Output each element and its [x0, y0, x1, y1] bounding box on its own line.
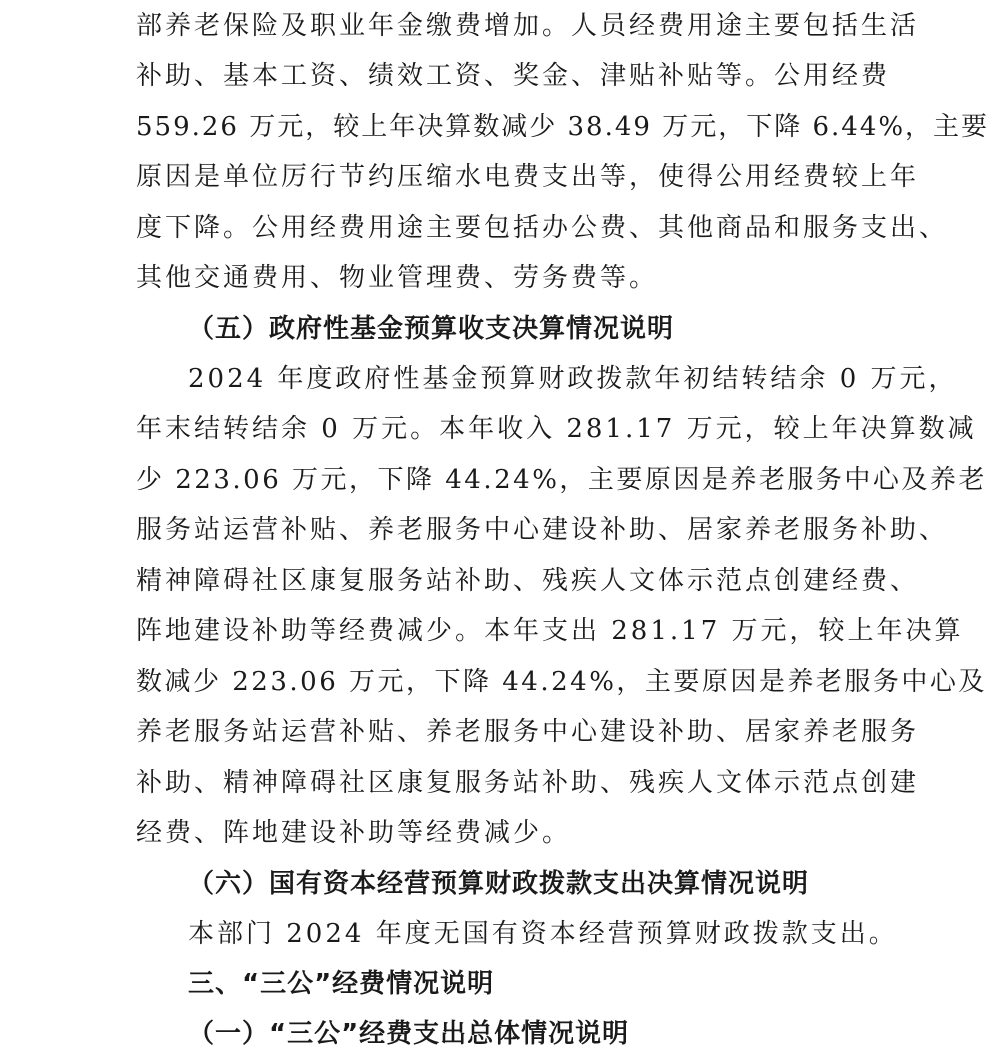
section-heading-6: （六）国有资本经营预算财政拨款支出决算情况说明 [188, 869, 810, 899]
paragraph-line: 其他交通费用、物业管理费、劳务费等。 [136, 263, 659, 293]
paragraph-line: 部养老保险及职业年金缴费增加。人员经费用途主要包括生活 [136, 11, 920, 41]
paragraph-line: 少 223.06 万元，下降 44.24%，主要原因是养老服务中心及养老 [136, 465, 987, 495]
paragraph-line: 本部门 2024 年度无国有资本经营预算财政拨款支出。 [188, 919, 898, 949]
paragraph-line: 服务站运营补贴、养老服务中心建设补助、居家养老服务补助、 [136, 515, 949, 545]
paragraph-line: 年末结转结余 0 万元。本年收入 281.17 万元，较上年决算数减 [136, 414, 977, 444]
paragraph-line: 2024 年度政府性基金预算财政拨款年初结转结余 0 万元， [188, 364, 958, 394]
paragraph-line: 原因是单位厉行节约压缩水电费支出等，使得公用经费较上年 [136, 162, 920, 192]
paragraph-line: 数减少 223.06 万元，下降 44.24%，主要原因是养老服务中心及 [136, 667, 987, 697]
paragraph-line: 经费、阵地建设补助等经费减少。 [136, 818, 572, 848]
paragraph-line: 阵地建设补助等经费减少。本年支出 281.17 万元，较上年决算 [136, 616, 964, 646]
paragraph-line: 补助、基本工资、绩效工资、奖金、津贴补贴等。公用经费 [136, 61, 891, 91]
chapter-heading-3: 三、“三公”经费情况说明 [188, 969, 495, 999]
section-heading-5: （五）政府性基金预算收支决算情况说明 [188, 314, 675, 344]
paragraph-line: 度下降。公用经费用途主要包括办公费、其他商品和服务支出、 [136, 213, 949, 243]
paragraph-line: 精神障碍社区康复服务站补助、残疾人文体示范点创建经费、 [136, 566, 920, 596]
paragraph-line: 补助、精神障碍社区康复服务站补助、残疾人文体示范点创建 [136, 768, 920, 798]
paragraph-line: 559.26 万元，较上年决算数减少 38.49 万元，下降 6.44%，主要 [136, 112, 990, 142]
section-heading-3-1: （一）“三公”经费支出总体情况说明 [188, 1019, 630, 1049]
paragraph-line: 养老服务站运营补贴、养老服务中心建设补助、居家养老服务 [136, 717, 920, 747]
